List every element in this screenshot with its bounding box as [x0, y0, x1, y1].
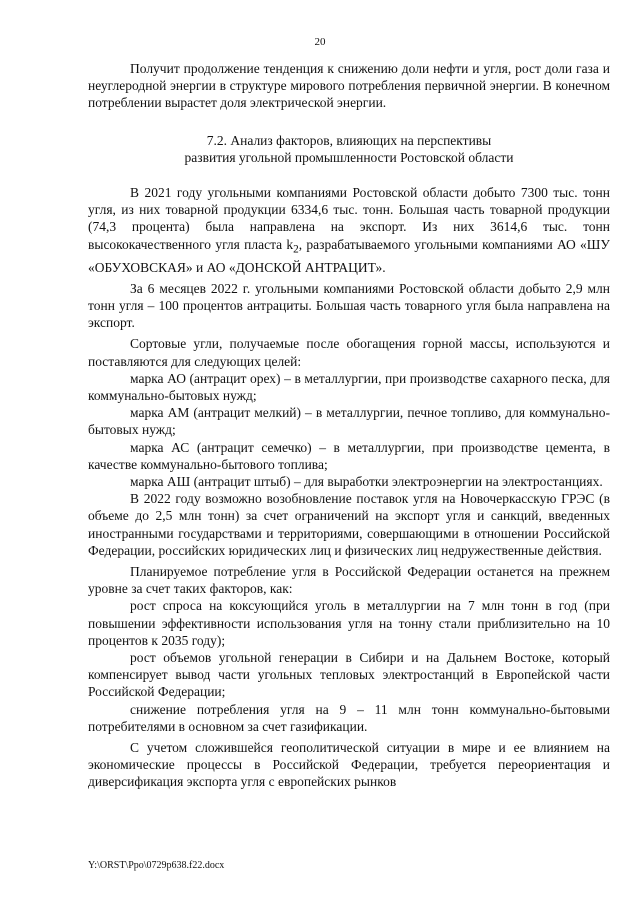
list-item-coking-coal: рост спроса на коксующийся уголь в металлургии на 7 млн тонн в год (при повышении эффективности использования угля на тонну стали приблизительно на 10 процентов к 2035 году); — [88, 598, 610, 648]
paragraph-energy-trend: Получит продолжение тенденция к снижению доли нефти и угля, рост доли газа и неуглеродной энергии в структуре мирового потребления первичной энергии. В конечном потреблении вырастет доля электрической энергии. — [88, 61, 610, 111]
paragraph-2022-six-months: За 6 месяцев 2022 г. угольными компаниями Ростовской области добыто 2,9 млн тонн угля – 100 процентов антрациты. Большая часть товарного угля была направлена на экспорт. — [88, 280, 610, 331]
paragraph-2021-production — [88, 184, 610, 276]
list-item-grade-ash: марка АШ (антрацит штыб) – для выработки электроэнергии на электростанциях. — [130, 473, 603, 489]
section-heading — [88, 132, 610, 166]
paragraph-novocherkassk: В 2022 году возможно возобновление поставок угля на Новочеркасскую ГРЭС (в объеме до 2,5 млн тонн) за счет ограничений на экспорт угля и санкций, введенных иностранными государствами и территориями, совершающими в отношении Российской Федерации, российских юридических лиц и физических лиц недружественные действия. — [88, 491, 610, 558]
paragraph-sorted-coal: Сортовые угли, получаемые после обогащения горной массы, используются и поставляются для следующих целей: — [88, 336, 610, 369]
section-heading-line-1: 7.2. Анализ факторов, влияющих на перспективы — [206, 132, 492, 148]
seam-subscript: 2 — [293, 243, 299, 256]
paragraph-2021-text-b: , разрабатываемого угольными компаниями АО «ШУ «ОБУХОВСКАЯ» и АО «ДОНСКОЙ АНТРАЦИТ». — [88, 236, 610, 275]
file-path-footer: Y:\ORST\Ppo\0729p638.f22.docx — [88, 860, 225, 871]
list-item-grade-as: марка АС (антрацит семечко) – в металлургии, при производстве цемента, в качестве коммунально-бытового топлива; — [88, 439, 610, 472]
list-item-consumption-decline: снижение потребления угля на 9 – 11 млн тонн коммунально-бытовыми потребителями в основном за счет газификации. — [88, 701, 610, 734]
paragraph-2021-text-a: В 2021 году угольными компаниями Ростовской области добыто 7300 тыс. тонн угля, из них товарной продукции 6334,6 тыс. тонн. Большая часть товарной продукции (74,3 процента) была направлена на экспорт. Из них 3614,6 тыс. тонн высококачественного угля пласта k — [88, 185, 610, 252]
section-heading-line-2: развития угольной промышленности Ростовской области — [184, 149, 514, 165]
list-item-grade-am: марка АМ (антрацит мелкий) – в металлургии, печное топливо, для коммунально-бытовых нужд; — [88, 405, 610, 438]
paragraph-planned-consumption: Планируемое потребление угля в Российской Федерации останется на прежнем уровне за счет таких факторов, как: — [88, 563, 610, 597]
list-item-generation-growth: рост объемов угольной генерации в Сибири и на Дальнем Востоке, который компенсирует вывод части угольных тепловых электростанций в Европейской части Российской Федерации; — [88, 649, 610, 700]
paragraph-geopolitics: С учетом сложившейся геополитической ситуации в мире и ее влиянием на экономические процессы в Российской Федерации, требуется переориентация и диверсификация экспорта угля с европейских рынков — [88, 740, 610, 790]
list-item-grade-ao: марка АО (антрацит орех) – в металлургии, при производстве сахарного песка, для коммунально-бытовых нужд; — [88, 370, 610, 403]
page-number: 20 — [314, 36, 326, 48]
document-body — [88, 60, 610, 791]
